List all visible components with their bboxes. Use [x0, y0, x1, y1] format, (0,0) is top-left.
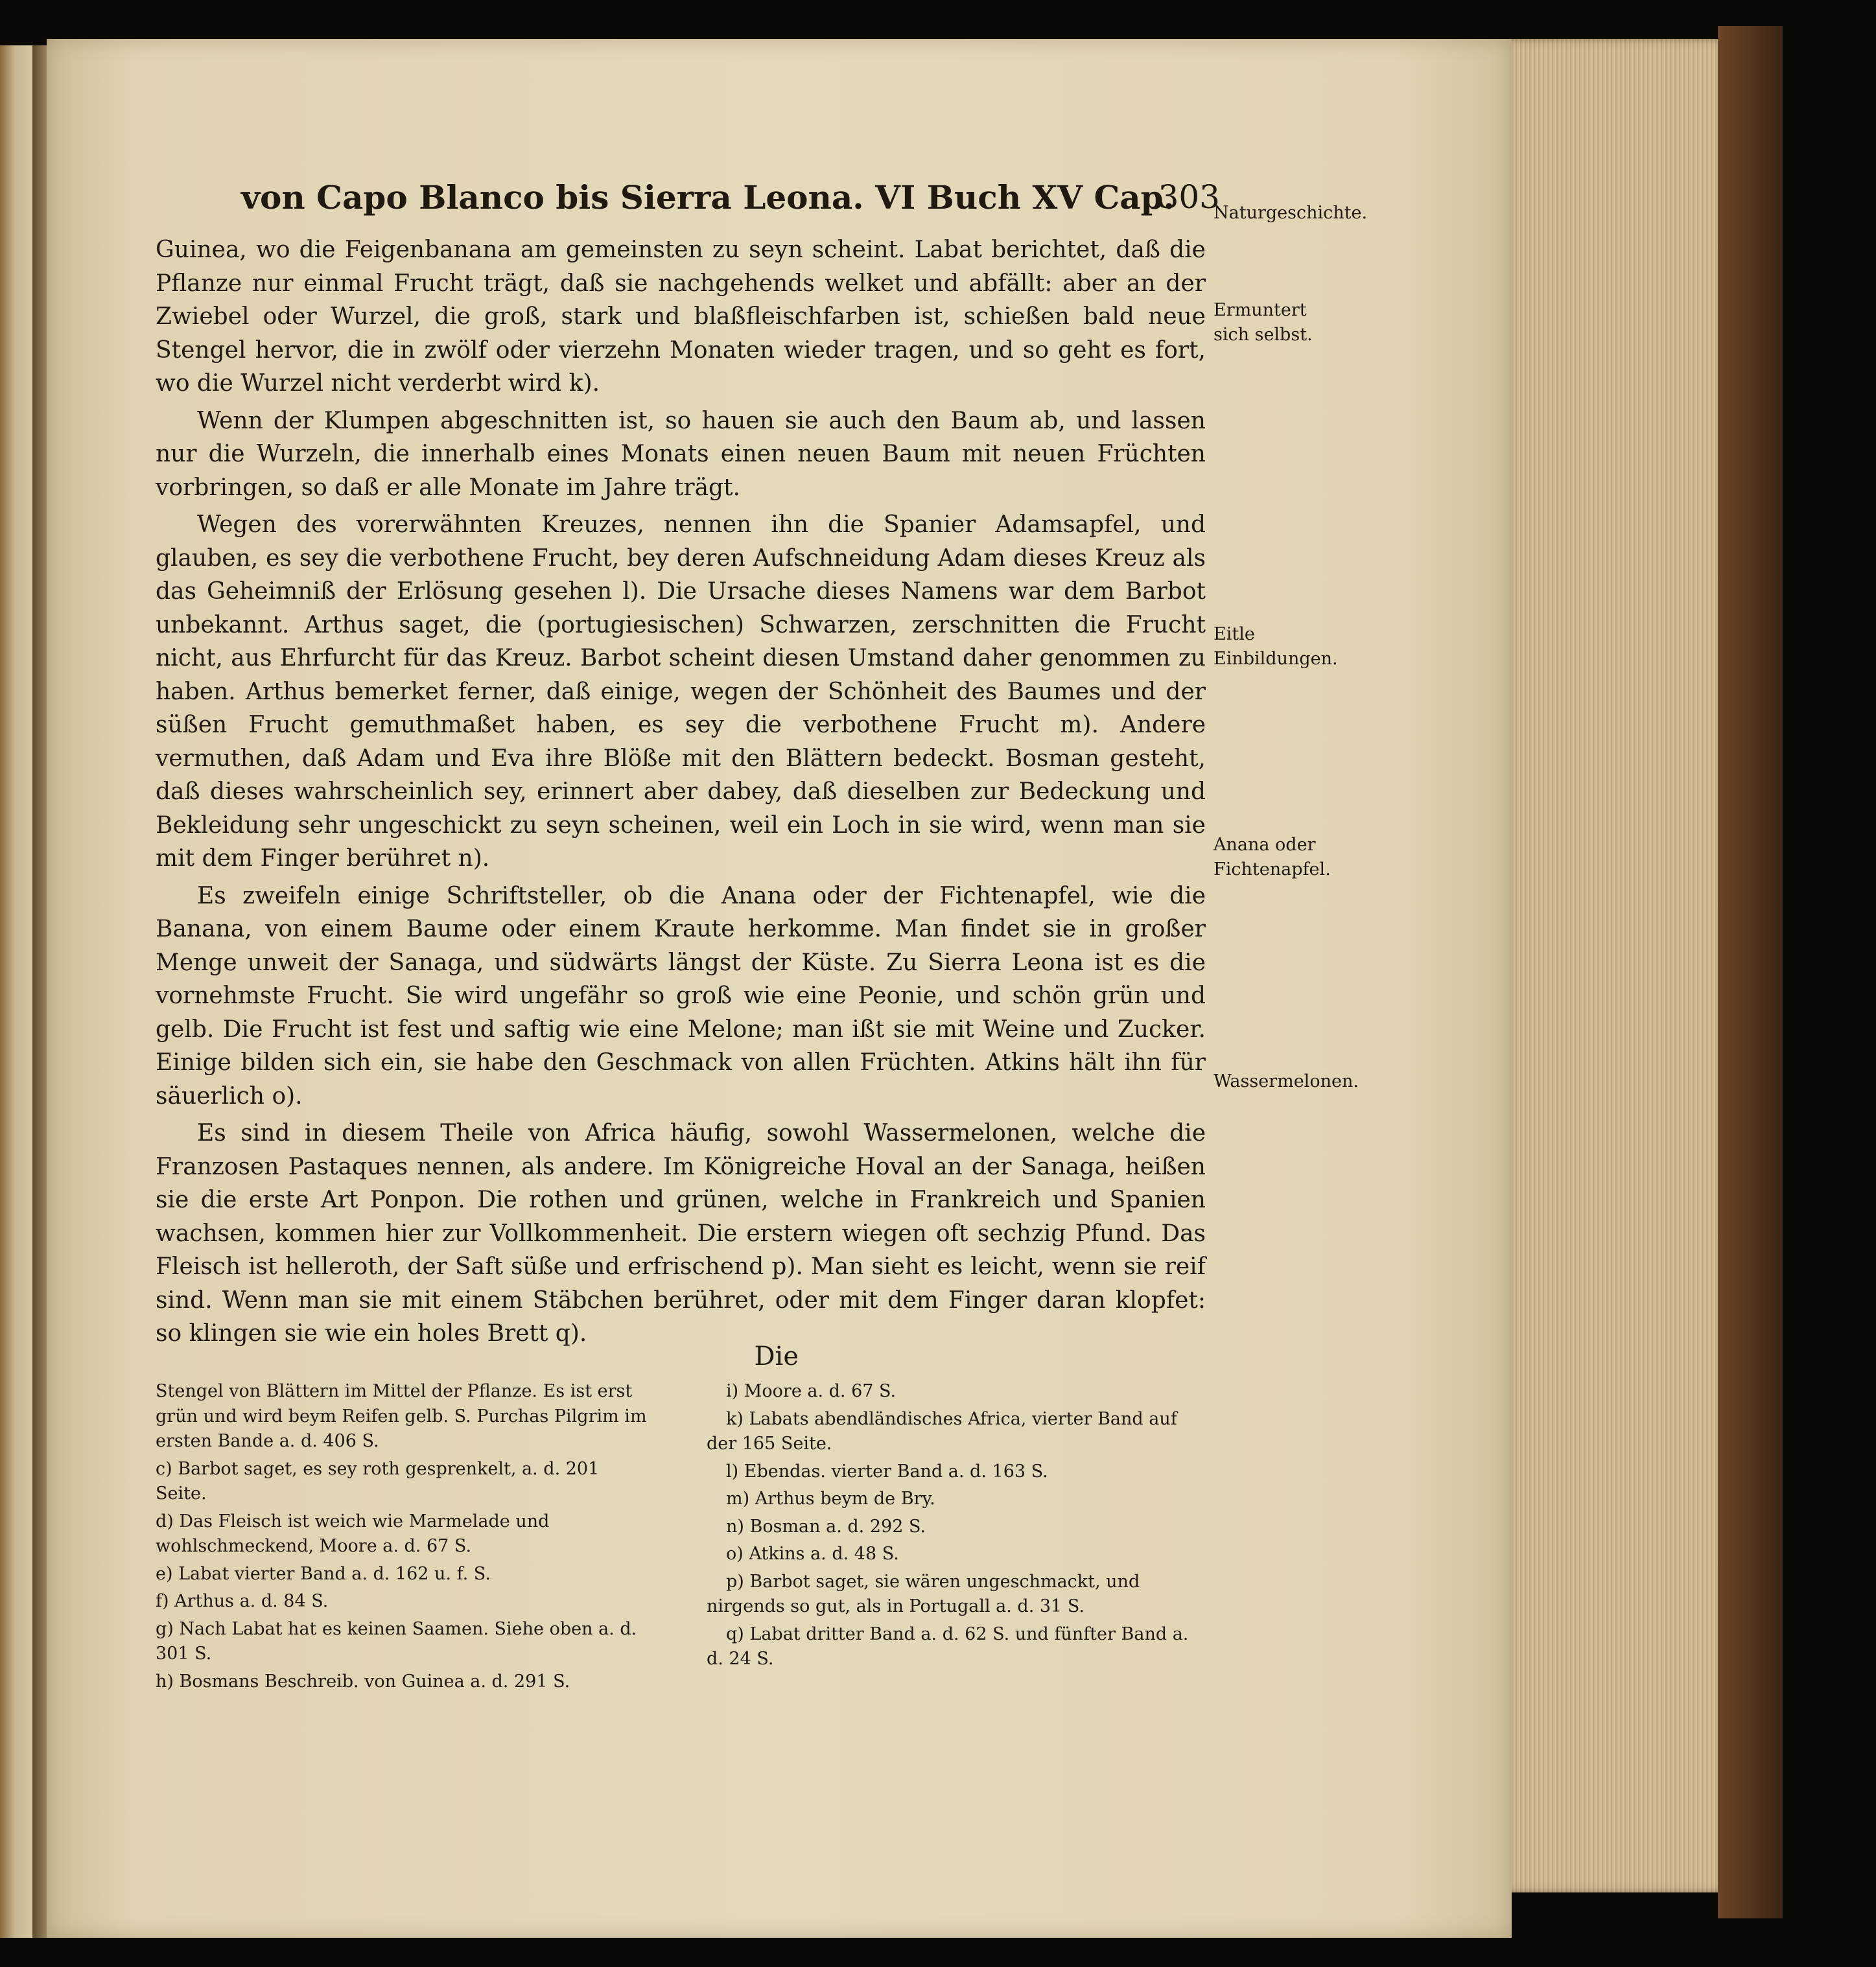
footnote: n) Bosman a. d. 292 S. [726, 1516, 926, 1537]
book-cover-edge [1718, 26, 1783, 1918]
book-page [47, 39, 1512, 1938]
paragraph: Wenn der Klumpen abgeschnitten ist, so hauen sie auch den Baum ab, und lassen nur die Wurzeln, die innerhalb eines Monats einen neuen Baum mit neuen Früchten vorbringen, so daß er alle Monate im Jahre trägt. [156, 407, 1206, 501]
footnote: k) Labats abendländisches Africa, vierter Band auf der 165 Seite. [707, 1408, 1177, 1454]
page-fore-edge [1504, 39, 1724, 1892]
footnote: p) Barbot saget, sie wären ungeschmackt, und nirgends so gut, als in Portugall a. d. 31 S. [707, 1571, 1140, 1616]
footnote: o) Atkins a. d. 48 S. [726, 1544, 899, 1564]
margin-note: Anana oder Fichtenapfel. [1214, 835, 1331, 879]
footnote: f) Arthus a. d. 84 S. [156, 1591, 329, 1611]
catchword: Die [754, 1342, 799, 1371]
footnote: Stengel von Blättern im Mittel der Pflanze. Es ist erst grün und wird beym Reifen gelb. S. Purchas Pilgrim im ersten Bande a. d. 406 S. [156, 1381, 647, 1451]
paragraph: Es sind in diesem Theile von Africa häufig, sowohl Wassermelonen, welche die Franzosen Pastaques nennen, als andere. Im Königreiche Hoval an der Sanaga, heißen sie die erste Art Ponpon. Die rothen und grünen, welche in Frankreich und Spanien wachsen, kommen hier zur Vollkommenheit. Die erstern wiegen oft sechzig Pfund. Das Fleisch ist helleroth, der Saft süße und erfrischend p). Man sieht es leicht, wenn sie reif sind. Wenn man sie mit einem Stäbchen berühret, oder mit dem Finger daran klopfet: so klingen sie wie ein holes Brett q). [156, 1120, 1206, 1347]
running-title: von Capo Blanco bis Sierra Leona. VI Buch XV Cap. [241, 178, 1175, 216]
footnote: d) Das Fleisch ist weich wie Marmelade und wohlschmeckend, Moore a. d. 67 S. [156, 1511, 550, 1556]
paragraph: Es zweifeln einige Schriftsteller, ob die Anana oder der Fichtenapfel, wie die Banana, von einem Baume oder einem Kraute herkomme. Man findet sie in großer Menge unweit der Sanaga, und südwärts längst der Küste. Zu Sierra Leona ist es die vornehmste Frucht. Sie wird ungefähr so groß wie eine Peonie, und schön grün und gelb. Die Frucht ist fest und saftig wie eine Melone; man ißt sie mit Weine und Zucker. Einige bilden sich ein, sie habe den Geschmack von allen Früchten. Atkins hält ihn für säuerlich o). [156, 882, 1206, 1110]
page-number: 303 [1158, 178, 1220, 216]
footnotes-left [156, 1379, 655, 1697]
paragraph: Guinea, wo die Feigenbanana am gemeinsten zu seyn scheint. Labat berichtet, daß die Pflanze nur einmal Frucht trägt, daß sie nachgehends welket und abfällt: aber an der Zwiebel oder Wurzel, die groß, stark und blaßfleischfarben ist, schießen bald neue Stengel hervor, die in zwölf oder vierzehn Monaten wieder tragen, und so geht es fort, wo die Wurzel nicht verderbt wird k). [156, 237, 1206, 397]
footnotes-right [707, 1379, 1199, 1675]
main-text [156, 233, 1206, 1355]
paragraph: Wegen des vorerwähnten Kreuzes, nennen ihn die Spanier Adamsapfel, und glauben, es sey die verbothene Frucht, bey deren Aufschneidung Adam dieses Kreuz als das Geheimniß der Erlösung gesehen l). Die Ursache dieses Namens war dem Barbot unbekannt. Arthus saget, die (portugiesischen) Schwarzen, zerschnitten die Frucht nicht, aus Ehrfurcht für das Kreuz. Barbot scheint diesen Umstand daher genommen zu haben. Arthus bemerket ferner, daß einige, wegen der Schönheit des Baumes und der süßen Frucht gemuthmaßet haben, es sey die verbothene Frucht m). Andere vermuthen, daß Adam und Eva ihre Blöße mit den Blättern bedeckt. Bosman gesteht, daß dieses wahrscheinlich sey, erinnert aber dabey, daß dieselben zur Bedeckung und Bekleidung sehr ungeschickt zu seyn scheinen, weil ein Loch in sie wird, wenn man sie mit dem Finger berühret n). [156, 511, 1206, 872]
footnote: c) Barbot saget, es sey roth gesprenkelt, a. d. 201 Seite. [156, 1458, 600, 1504]
footnote: h) Bosmans Beschreib. von Guinea a. d. 291 S. [156, 1671, 570, 1692]
margin-note: Ermuntert sich selbst. [1214, 300, 1313, 345]
footnote: l) Ebendas. vierter Band a. d. 163 S. [726, 1461, 1048, 1482]
running-header [241, 178, 1220, 217]
margin-note: Eitle Einbildungen. [1214, 624, 1338, 669]
margin-note: Naturgeschichte. [1214, 203, 1368, 223]
footnote: e) Labat vierter Band a. d. 162 u. f. S. [156, 1563, 491, 1584]
footnote: m) Arthus beym de Bry. [726, 1489, 935, 1509]
footnote: q) Labat dritter Band a. d. 62 S. und fünfter Band a. d. 24 S. [707, 1624, 1189, 1669]
margin-note: Wassermelonen. [1214, 1071, 1359, 1091]
footnote: g) Nach Labat hat es keinen Saamen. Siehe oben a. d. 301 S. [156, 1618, 637, 1664]
footnote: i) Moore a. d. 67 S. [726, 1381, 897, 1401]
